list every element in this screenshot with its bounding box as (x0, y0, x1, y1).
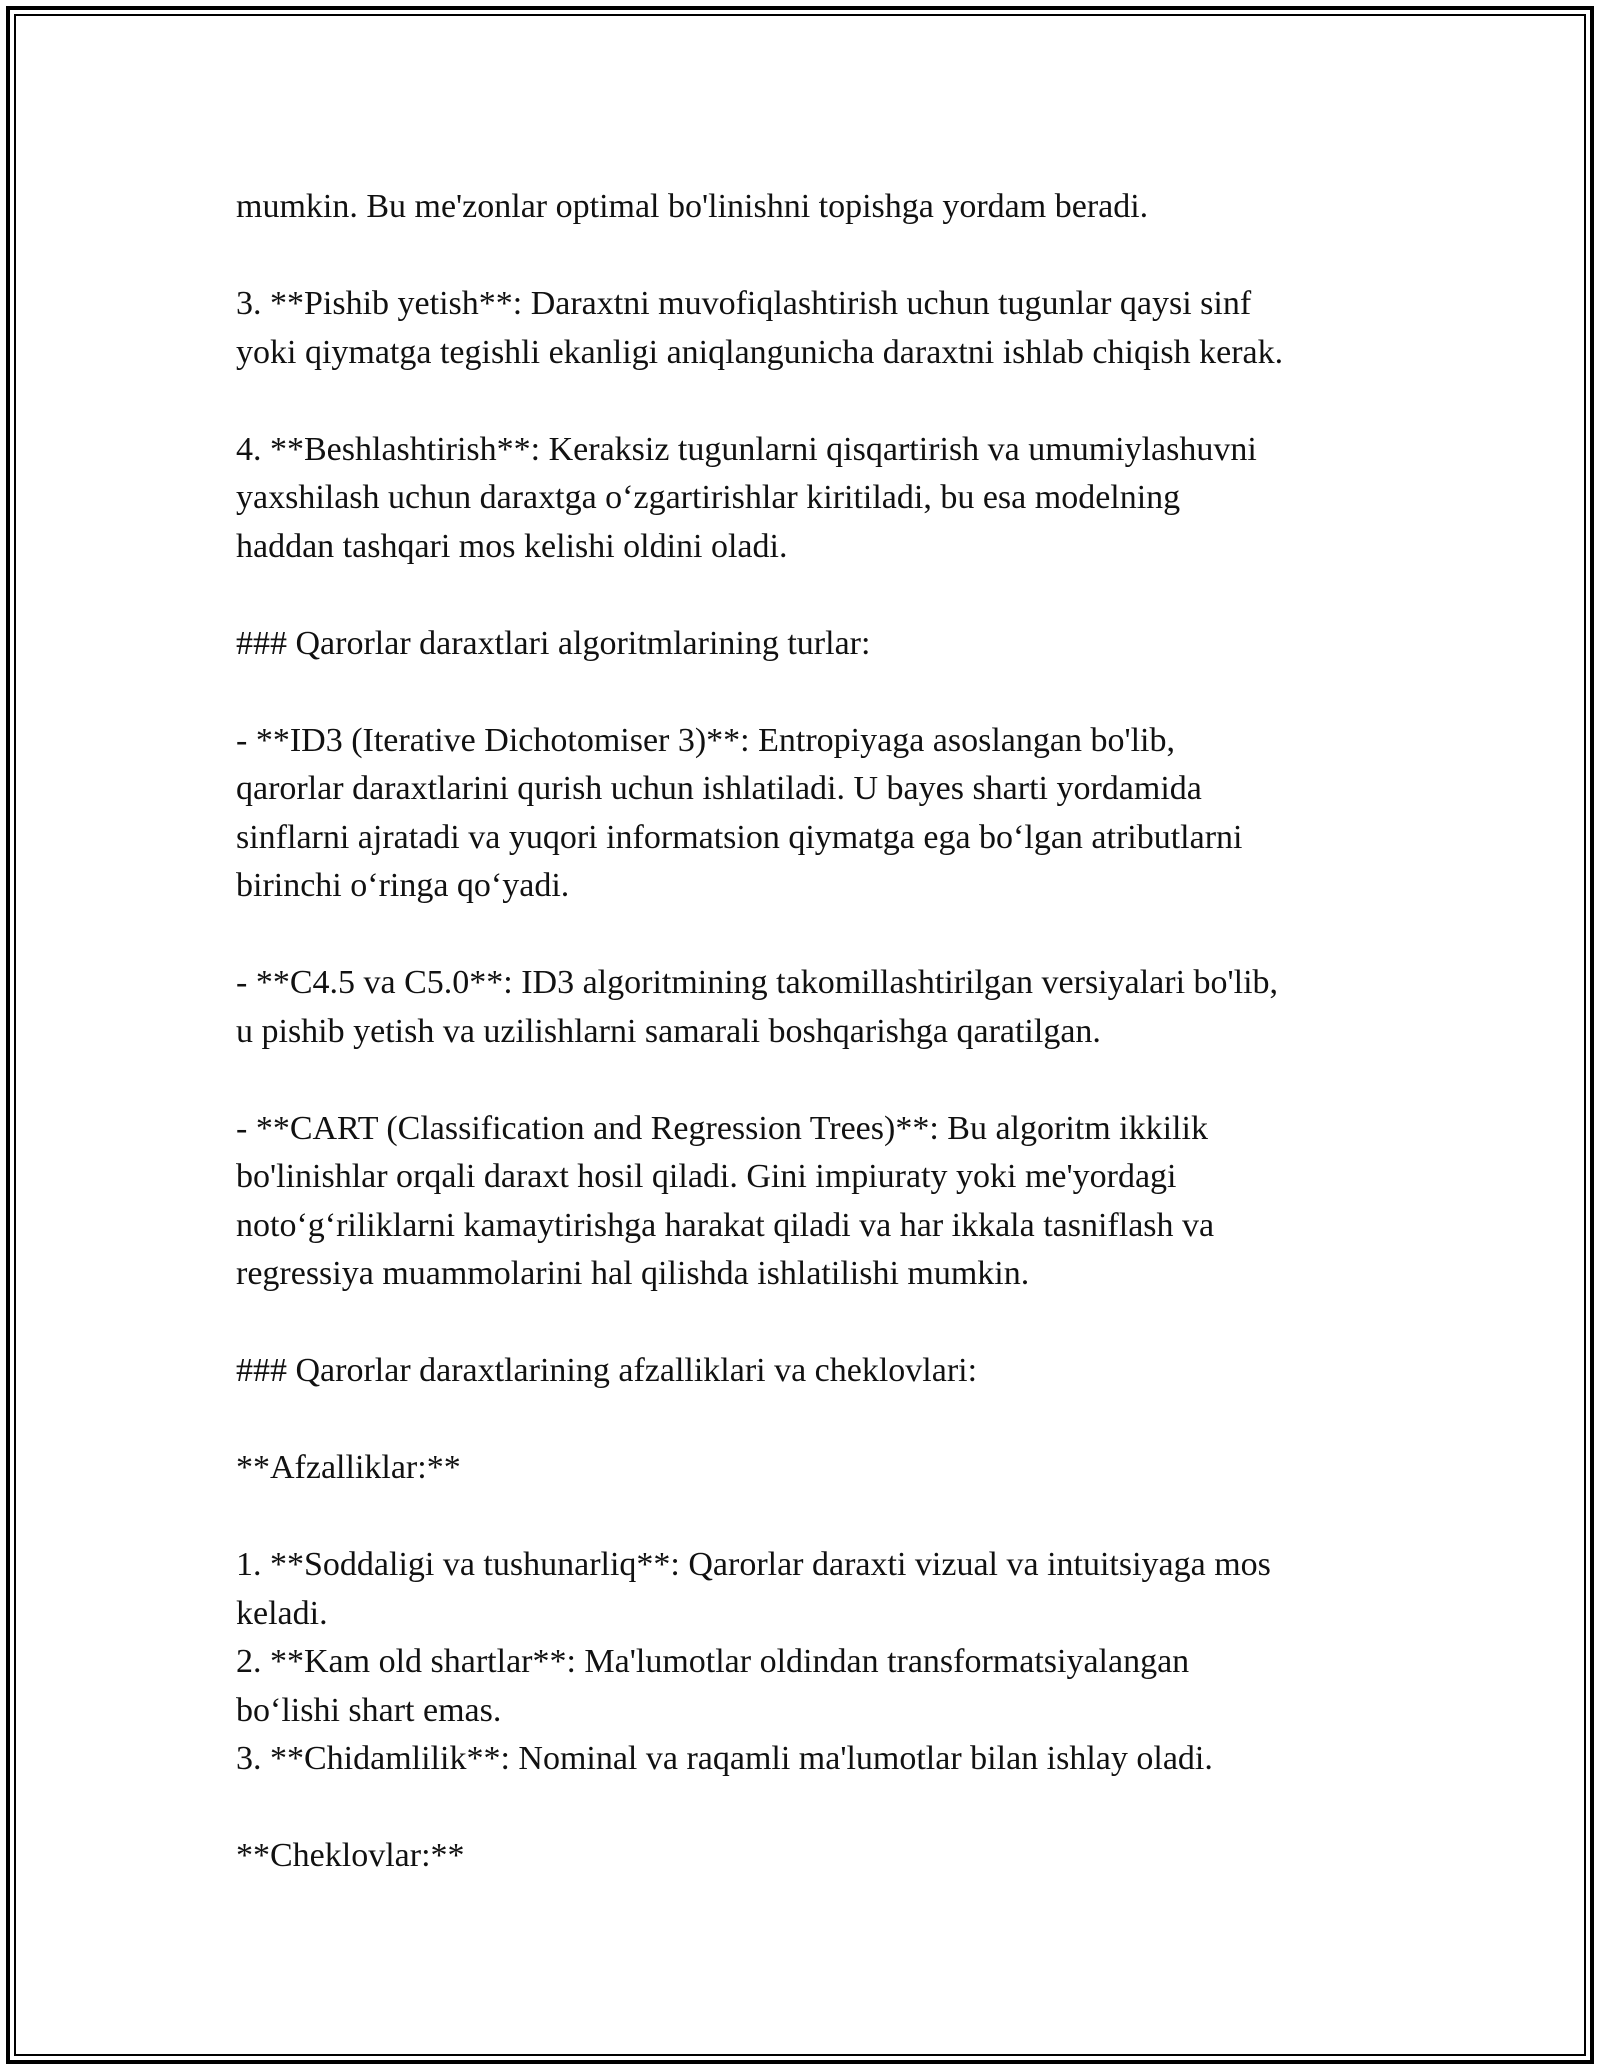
text-line: haddan tashqari mos kelishi oldini oladi. (236, 527, 788, 565)
section-heading: ### Qarorlar daraxtlarining afzalliklari va cheklovlari: (236, 1352, 978, 1389)
text-line: noto‘g‘riliklarni kamaytirishga harakat qiladi va har ikkala tasniflash va (236, 1206, 1215, 1244)
text-line: 4. **Beshlashtirish**: Keraksiz tugunlarni qisqartirish va umumiylashuvni (236, 430, 1257, 468)
text-line: - **ID3 (Iterative Dichotomiser 3)**: Entropiyaga asoslangan bo'lib, (236, 721, 1175, 759)
text-line: bo'linishlar orqali daraxt hosil qiladi. Gini impiuraty yoki me'yordagi (236, 1158, 1177, 1195)
text-line: birinchi o‘ringa qo‘yadi. (236, 867, 570, 904)
text-line: - **C4.5 va C5.0**: ID3 algoritmining takomillashtirilgan versiyalari bo'lib, (236, 964, 1279, 1001)
paragraph-cart (236, 1105, 1386, 1299)
text-line: yaxshilash uchun daraxtga o‘zgartirishlar kiritiladi, bu esa modelning (236, 479, 1181, 516)
subheading: **Afzalliklar:** (236, 1449, 461, 1486)
text-line: - **CART (Classification and Regression Trees)**: Bu algoritm ikkilik (236, 1109, 1208, 1147)
list-item: 1. **Soddaligi va tushunarliq**: Qarorlar daraxti vizual va intuitsiyaga mos (236, 1546, 1271, 1583)
paragraph-mezonlar (236, 183, 1386, 232)
list-item-continuation: bo‘lishi shart emas. (236, 1691, 502, 1729)
list-item: 2. **Kam old shartlar**: Ma'lumotlar oldindan transformatsiyalangan (236, 1643, 1190, 1680)
text-line: u pishib yetish va uzilishlarni samarali boshqarishga qaratilgan. (236, 1012, 1101, 1050)
text-line: 3. **Pishib yetish**: Daraxtni muvofiqlashtirish uchun tugunlar qaysi sinf (236, 285, 1252, 322)
paragraph-beshlashtirish (236, 426, 1386, 572)
text-line: sinflarni ajratadi va yuqori informatsion qiymatga ega bo‘lgan atributlarni (236, 818, 1243, 856)
section-heading: ### Qarorlar daraxtlari algoritmlarining turlar: (236, 624, 871, 662)
document-body (236, 183, 1386, 1881)
list-item: 3. **Chidamlilik**: Nominal va raqamli ma'lumotlar bilan ishlay oladi. (236, 1740, 1213, 1777)
paragraph-c45 (236, 959, 1386, 1056)
text-line: yoki qiymatga tegishli ekanligi aniqlangunicha daraxtni ishlab chiqish kerak. (236, 333, 1284, 371)
text-line: qarorlar daraxtlarini qurish uchun ishlatiladi. U bayes sharti yordamida (236, 770, 1202, 807)
heading-algorithm-types (236, 620, 1386, 669)
paragraph-id3 (236, 717, 1386, 911)
heading-advantages-limitations (236, 1347, 1386, 1396)
text-line: mumkin. Bu me'zonlar optimal bo'linishni topishga yordam beradi. (236, 188, 1149, 225)
subheading: **Cheklovlar:** (236, 1837, 465, 1874)
paragraph-pishib-yetish (236, 280, 1386, 377)
limitations-heading (236, 1832, 1386, 1881)
text-line: regressiya muammolarini hal qilishda ishlatilishi mumkin. (236, 1255, 1030, 1292)
advantages-list (236, 1541, 1386, 1784)
list-item-continuation: keladi. (236, 1594, 328, 1632)
advantages-heading (236, 1444, 1386, 1493)
